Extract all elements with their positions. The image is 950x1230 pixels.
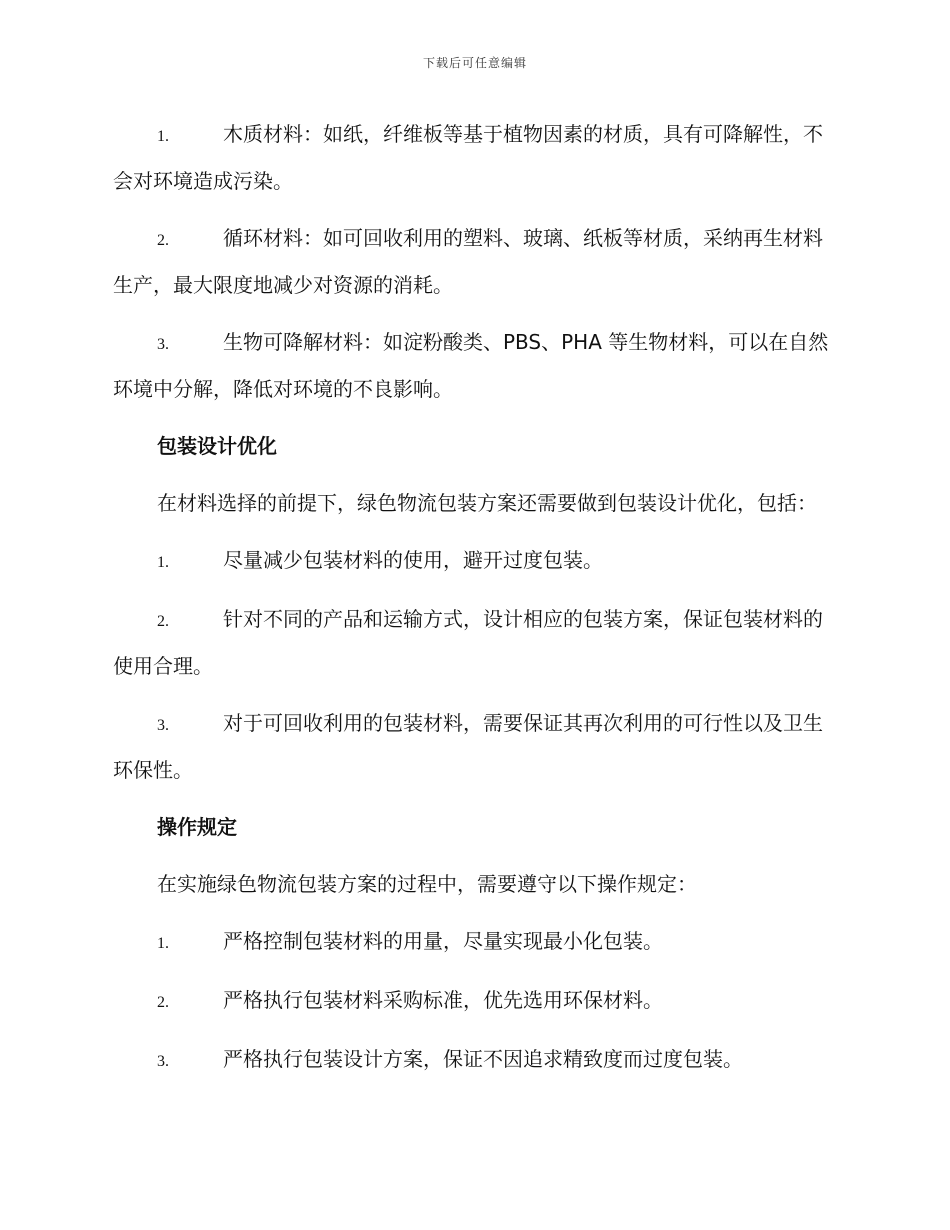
section-heading-rules: 操作规定 [157, 815, 237, 839]
list-item [113, 112, 835, 204]
list-item [113, 320, 835, 412]
section-intro-rules: 在实施绿色物流包装方案的过程中，需要遵守以下操作规定： [157, 872, 697, 896]
list-number: 1. [157, 554, 169, 571]
list-number: 1. [157, 128, 169, 145]
list-item [113, 978, 835, 1025]
list-item [113, 597, 835, 689]
list-number: 1. [157, 935, 169, 952]
document-body [113, 112, 835, 1096]
list-text: 生物可降解材料：如淀粉酸类、PBS、PHA 等生物材料，可以在自然环境中分解，降低对环境的不良影响。 [113, 330, 829, 401]
list-item [113, 1037, 835, 1084]
section-heading-design: 包装设计优化 [157, 434, 277, 458]
list-number: 2. [157, 994, 169, 1011]
list-number: 3. [157, 717, 169, 734]
list-text: 严格执行包装设计方案，保证不因追求精致度而过度包装。 [223, 1047, 743, 1071]
list-text: 对于可回收利用的包装材料，需要保证其再次利用的可行性以及卫生环保性。 [113, 711, 823, 782]
list-text: 针对不同的产品和运输方式，设计相应的包装方案，保证包装材料的使用合理。 [113, 607, 823, 678]
list-number: 2. [157, 613, 169, 630]
list-text: 严格控制包装材料的用量，尽量实现最小化包装。 [223, 929, 663, 953]
page-header: 下载后可任意编辑 [422, 56, 527, 70]
list-item [113, 919, 835, 966]
list-item [113, 216, 835, 308]
list-item [113, 701, 835, 793]
list-text: 循环材料：如可回收利用的塑料、玻璃、纸板等材质，采纳再生材料生产，最大限度地减少对资源的消耗。 [113, 226, 823, 297]
list-number: 3. [157, 1053, 169, 1070]
list-number: 2. [157, 232, 169, 249]
list-number: 3. [157, 336, 169, 353]
list-text: 木质材料：如纸，纤维板等基于植物因素的材质，具有可降解性，不会对环境造成污染。 [113, 122, 823, 193]
section-intro-design: 在材料选择的前提下，绿色物流包装方案还需要做到包装设计优化，包括： [157, 491, 817, 515]
list-text: 严格执行包装材料采购标准，优先选用环保材料。 [223, 988, 663, 1012]
list-text: 尽量减少包装材料的使用，避开过度包装。 [223, 548, 603, 572]
list-item [113, 538, 835, 585]
